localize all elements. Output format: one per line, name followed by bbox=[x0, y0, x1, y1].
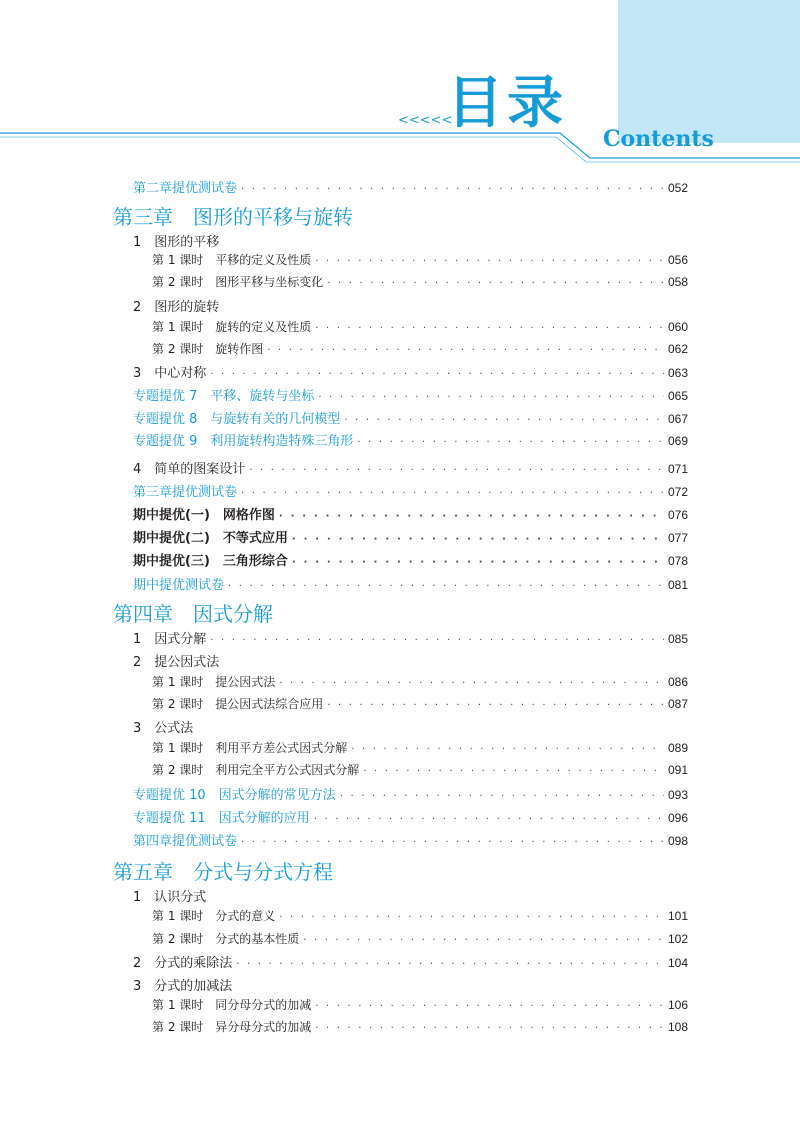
toc-page-number: 093 bbox=[667, 788, 688, 802]
toc-entry-label: 3 中心对称 bbox=[133, 366, 207, 381]
dot-leader bbox=[279, 511, 664, 522]
dot-leader bbox=[236, 959, 664, 970]
toc-entry[interactable] bbox=[152, 251, 688, 268]
toc-page-number: 052 bbox=[667, 181, 688, 195]
dot-leader bbox=[292, 557, 664, 568]
toc-entry-label: 第 1 课时 提公因式法 bbox=[152, 675, 276, 689]
dot-leader bbox=[357, 437, 664, 448]
toc-entry[interactable] bbox=[133, 628, 688, 647]
toc-entry[interactable] bbox=[133, 458, 688, 477]
chapter-heading[interactable]: 第四章 因式分解 bbox=[113, 602, 273, 626]
toc-page-number: 087 bbox=[667, 697, 688, 711]
dot-leader bbox=[315, 256, 664, 267]
dot-leader bbox=[279, 912, 664, 923]
dot-leader bbox=[210, 369, 664, 380]
toc-entry-label: 第 1 课时 平移的定义及性质 bbox=[152, 253, 312, 267]
toc-page-number: 065 bbox=[667, 389, 688, 403]
title-arrows-icon: <<<<< bbox=[398, 113, 453, 128]
toc-entry[interactable] bbox=[133, 481, 688, 500]
dot-leader bbox=[351, 744, 664, 755]
toc-entry-label: 2 分式的乘除法 bbox=[133, 956, 233, 971]
toc-page-number: 056 bbox=[667, 253, 688, 267]
toc-entry[interactable] bbox=[133, 952, 688, 971]
toc-entry-label: 第 2 课时 异分母分式的加减 bbox=[152, 1020, 312, 1034]
toc-entry-label: 4 简单的图案设计 bbox=[133, 462, 246, 477]
toc-page-number: 060 bbox=[667, 320, 688, 334]
toc-page-number: 102 bbox=[667, 932, 688, 946]
dot-leader bbox=[318, 392, 664, 403]
toc-entry[interactable] bbox=[133, 717, 688, 736]
toc-page-number: 072 bbox=[667, 485, 688, 499]
toc-entry[interactable] bbox=[152, 739, 688, 756]
toc-page-number: 104 bbox=[667, 956, 688, 970]
toc-entry[interactable] bbox=[133, 408, 688, 427]
toc-entry-label: 第 2 课时 旋转作图 bbox=[152, 342, 264, 356]
toc-entry[interactable] bbox=[152, 930, 688, 947]
toc-entry[interactable] bbox=[133, 430, 688, 449]
toc-entry[interactable] bbox=[152, 695, 688, 712]
dot-leader bbox=[228, 581, 664, 592]
toc-entry-label: 1 因式分解 bbox=[133, 632, 207, 647]
dot-leader bbox=[303, 935, 664, 946]
dot-leader bbox=[340, 791, 664, 802]
toc-entry[interactable] bbox=[133, 651, 688, 670]
toc-page-number: 076 bbox=[667, 508, 688, 522]
toc-entry-label: 期中提优(一) 网格作图 bbox=[133, 508, 275, 523]
toc-page-number: 086 bbox=[667, 675, 688, 689]
toc-entry[interactable] bbox=[133, 550, 688, 569]
toc-entry[interactable] bbox=[152, 318, 688, 335]
toc-entry-label: 2 图形的旋转 bbox=[133, 300, 220, 315]
toc-entry-label: 期中提优(三) 三角形综合 bbox=[133, 554, 288, 569]
toc-page-number: 078 bbox=[667, 554, 688, 568]
dot-leader bbox=[315, 323, 664, 334]
dot-leader bbox=[344, 415, 664, 426]
toc-entry-label: 第 2 课时 利用完全平方公式因式分解 bbox=[152, 763, 360, 777]
dot-leader bbox=[315, 1001, 664, 1012]
toc-entry[interactable] bbox=[133, 504, 688, 523]
dot-leader bbox=[241, 184, 664, 195]
dot-leader bbox=[327, 278, 664, 289]
toc-page-number: 062 bbox=[667, 342, 688, 356]
toc-entry[interactable] bbox=[133, 830, 688, 849]
toc-entry[interactable] bbox=[133, 807, 688, 826]
dot-leader bbox=[315, 1023, 664, 1034]
toc-entry-label: 第 1 课时 同分母分式的加减 bbox=[152, 998, 312, 1012]
page-subtitle: Contents bbox=[603, 126, 714, 152]
toc-page-number: 089 bbox=[667, 741, 688, 755]
toc-entry[interactable] bbox=[152, 761, 688, 778]
toc-page-number: 108 bbox=[667, 1020, 688, 1034]
toc-page-number: 058 bbox=[667, 275, 688, 289]
toc-entry-label: 1 认识分式 bbox=[133, 890, 207, 905]
toc-entry[interactable] bbox=[133, 296, 688, 315]
toc-entry-label: 第二章提优测试卷 bbox=[133, 181, 238, 196]
toc-entry[interactable] bbox=[152, 907, 688, 924]
toc-entry-label: 专题提优 8 与旋转有关的几何模型 bbox=[133, 412, 341, 427]
dot-leader bbox=[249, 465, 664, 476]
toc-entry[interactable] bbox=[133, 574, 688, 593]
toc-entry-label: 第 2 课时 提公因式法综合应用 bbox=[152, 697, 324, 711]
dot-leader bbox=[292, 534, 664, 545]
toc-entry-label: 第四章提优测试卷 bbox=[133, 834, 238, 849]
toc-page-number: 081 bbox=[667, 578, 688, 592]
toc-entry-label: 期中提优测试卷 bbox=[133, 578, 225, 593]
dot-leader bbox=[279, 678, 664, 689]
toc-entry-label: 2 提公因式法 bbox=[133, 655, 220, 670]
toc-page-number: 101 bbox=[667, 909, 688, 923]
toc-entry[interactable] bbox=[133, 362, 688, 381]
toc-entry[interactable] bbox=[152, 1018, 688, 1035]
toc-entry[interactable] bbox=[152, 340, 688, 357]
dot-leader bbox=[241, 837, 664, 848]
toc-entry-label: 专题提优 9 利用旋转构造特殊三角形 bbox=[133, 434, 354, 449]
dot-leader bbox=[210, 635, 664, 646]
toc-entry[interactable] bbox=[133, 231, 688, 250]
toc-entry[interactable] bbox=[133, 177, 688, 196]
dot-leader bbox=[241, 488, 664, 499]
toc-entry[interactable] bbox=[133, 385, 688, 404]
toc-page-number: 077 bbox=[667, 531, 688, 545]
page-title: 目录 bbox=[447, 71, 567, 136]
toc-page-number: 096 bbox=[667, 811, 688, 825]
toc-page-number: 067 bbox=[667, 412, 688, 426]
toc-entry-label: 专题提优 10 因式分解的常见方法 bbox=[133, 788, 336, 803]
toc-page-number: 063 bbox=[667, 366, 688, 380]
dot-leader bbox=[363, 766, 664, 777]
toc-page-number: 069 bbox=[667, 434, 688, 448]
toc-entry-label: 3 公式法 bbox=[133, 721, 194, 736]
toc-entry-label: 第三章提优测试卷 bbox=[133, 485, 238, 500]
toc-entry-label: 第 2 课时 图形平移与坐标变化 bbox=[152, 275, 324, 289]
toc-page-number: 106 bbox=[667, 998, 688, 1012]
toc-page-number: 098 bbox=[667, 834, 688, 848]
toc-entry-label: 第 2 课时 分式的基本性质 bbox=[152, 932, 300, 946]
chapter-heading[interactable]: 第三章 图形的平移与旋转 bbox=[113, 205, 353, 229]
toc-page-number: 071 bbox=[667, 462, 688, 476]
toc-entry-label: 1 图形的平移 bbox=[133, 235, 220, 250]
dot-leader bbox=[327, 700, 664, 711]
toc-entry[interactable] bbox=[133, 784, 688, 803]
dot-leader bbox=[314, 814, 664, 825]
toc-entry-label: 第 1 课时 旋转的定义及性质 bbox=[152, 320, 312, 334]
toc-entry-label: 第 1 课时 分式的意义 bbox=[152, 909, 276, 923]
toc-entry[interactable] bbox=[152, 273, 688, 290]
toc-entry[interactable] bbox=[152, 673, 688, 690]
toc-page-number: 085 bbox=[667, 632, 688, 646]
dot-leader bbox=[267, 345, 664, 356]
toc-entry[interactable] bbox=[133, 527, 688, 546]
toc-entry[interactable] bbox=[133, 886, 688, 905]
toc-entry-label: 专题提优 11 因式分解的应用 bbox=[133, 811, 310, 826]
toc-entry-label: 3 分式的加减法 bbox=[133, 979, 233, 994]
toc-entry-label: 期中提优(二) 不等式应用 bbox=[133, 531, 288, 546]
toc-entry-label: 第 1 课时 利用平方差公式因式分解 bbox=[152, 741, 348, 755]
toc-page-number: 091 bbox=[667, 763, 688, 777]
toc-entry[interactable] bbox=[152, 996, 688, 1013]
toc-entry[interactable] bbox=[133, 975, 688, 994]
toc-entry-label: 专题提优 7 平移、旋转与坐标 bbox=[133, 389, 315, 404]
chapter-heading[interactable]: 第五章 分式与分式方程 bbox=[113, 860, 333, 884]
